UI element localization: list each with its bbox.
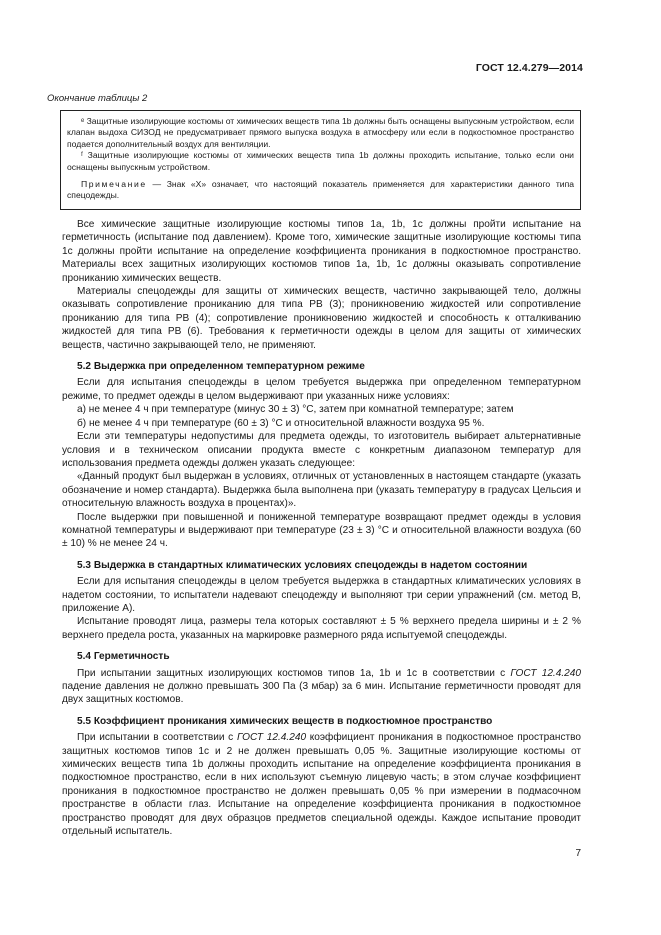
note-label: Примечание — [81, 179, 147, 190]
section-heading-5-3: 5.3 Выдержка в стандартных климатических условиях спецодежды в надетом состоянии — [77, 559, 528, 571]
paragraph: После выдержки при повышенной и пониженной температуре возвращают предмет одежды в условия комнатной температуры и выдерживают при температуре (23 ± 3) °С и относительной влажности воздуха (60 ± 10) % не менее 24 ч. — [62, 511, 581, 550]
text-span: При испытании защитных изолирующих костюмов типов 1a, 1b и 1c в соответствии с — [77, 667, 511, 679]
text-span: При испытании в соответствии с — [77, 732, 237, 744]
section-heading-5-4: 5.4 Герметичность — [77, 651, 170, 663]
paragraph: Испытание проводят лица, размеры тела которых составляют ± 5 % верхнего предела ширины и ± 2 % верхнего предела роста, указанных на маркировке размерного ряда испытуемой спецодежды. — [62, 616, 581, 641]
standard-reference: ГОСТ 12.4.240 — [236, 732, 307, 744]
text-span: падение давления не должно превышать 300 Па (3 мбар) за 6 мин. Испытание герметичности проводят для двух защитных костюмов. — [62, 681, 581, 706]
paragraph: Все химические защитные изолирующие костюмы типов 1a, 1b, 1c должны пройти испытание на герметичность (испытание под давлением). Кроме того, химические защитные изолирующие костюмы типа 1c должны пройти испытание на определение коэффициента проникания в подкостюмное пространство. Материалы всех защитных изолирующих костюмов типов 1a, 1b, 1c должны оказывать сопротивление прониканию химических веществ. — [62, 219, 581, 284]
table-continuation-label: Окончание таблицы 2 — [47, 93, 148, 104]
note-text: — Знак «Х» означает, что настоящий показатель применяется для характеристики данного типа спецодежды. — [67, 179, 575, 201]
paragraph: Если для испытания спецодежды в целом требуется выдержка в стандартных климатических условиях в надетом состоянии, то испытатели надевают спецодежду и выполняют три серии упражнений (см. метод В, приложение А). — [62, 576, 581, 614]
list-item-b: б) не менее 4 ч при температуре (60 ± 3) °С и относительной влажности воздуха 95 %. — [77, 417, 485, 429]
text-span: коэффициент проникания в подкостюмное пространство защитных костюмов типов 1c и 2 не должен превышать 0,05 %. Защитные изолирующие костюмы от химических веществ типа 1b должны проходить испытание на определение коэффициента проникания в подкостюмное пространство, если в них используют съемную лицевую часть; в этом случае коэффициент проникания в подкостюмное пространство не должен превышать 0,05 % при измерении в подмасочном пространстве в области глаз. Испытание на определение коэффициента проникания в подкостюмное пространство проводят для двух образцов предметов специальной одежды. Каждое испытание проводит отдельный испытатель. — [62, 732, 581, 838]
page-number: 7 — [575, 848, 581, 859]
list-item-a: а) не менее 4 ч при температуре (минус 30 ± 3) °С, затем при комнатной температуре; затем — [77, 404, 514, 416]
paragraph — [62, 667, 581, 707]
section-heading-5-5: 5.5 Коэффициент проникания химических веществ в подкостюмное пространство — [77, 715, 493, 727]
standard-reference: ГОСТ 12.4.240 — [510, 667, 581, 679]
table-footnotes-box — [60, 110, 581, 210]
paragraph: «Данный продукт был выдержан в условиях, отличных от установленных в настоящем стандарте (указать обозначение и номер стандарта). Выдержка была выполнена при (указать температуру в градусах Цельсия и относительную влажность воздуха в процентах)». — [62, 471, 581, 510]
paragraph: Если эти температуры недопустимы для предмета одежды, то изготовитель выбирает альтернативные условия и в техническом описании продукта вместе с конкретным диапазоном температур для использования предмета одежды должен указать следующее: — [62, 431, 581, 469]
table-note — [67, 179, 574, 202]
section-heading-5-2: 5.2 Выдержка при определенном температурном режиме — [77, 361, 365, 373]
footnote-f: ᶠ Защитные изолирующие костюмы от химических веществ типа 1b должны проходить испытание, только если они оснащены выпускным устройством. — [67, 150, 574, 172]
paragraph — [62, 731, 581, 838]
footnote-e: ᵉ Защитные изолирующие костюмы от химических веществ типа 1b должны быть оснащены выпускным устройством, если клапан выдоха СИЗОД не предусматривает прямого выпуска воздуха в атмосферу или если в подкостюмное пространство подается дополнительный воздух для вентиляции. — [67, 116, 574, 149]
standard-number: ГОСТ 12.4.279—2014 — [475, 62, 583, 74]
paragraph: Если для испытания спецодежды в целом требуется выдержка при определенном температурном режиме, то предмет одежды в целом выдерживают при указанных ниже условиях: — [62, 377, 581, 402]
paragraph: Материалы спецодежды для защиты от химических веществ, частично закрывающей тело, должны оказывать сопротивление прониканию для типа PB (3); проникновению жидкостей или сопротивление прониканию для типа PB (4); сопротивление проникновению жидкостей и способность к отталкиванию жидкостей для типа PB (6). Требования к герметичности одежды в целом для защиты от химических веществ, частично закрывающей тело, не применяют. — [62, 286, 581, 351]
document-body — [62, 218, 581, 838]
